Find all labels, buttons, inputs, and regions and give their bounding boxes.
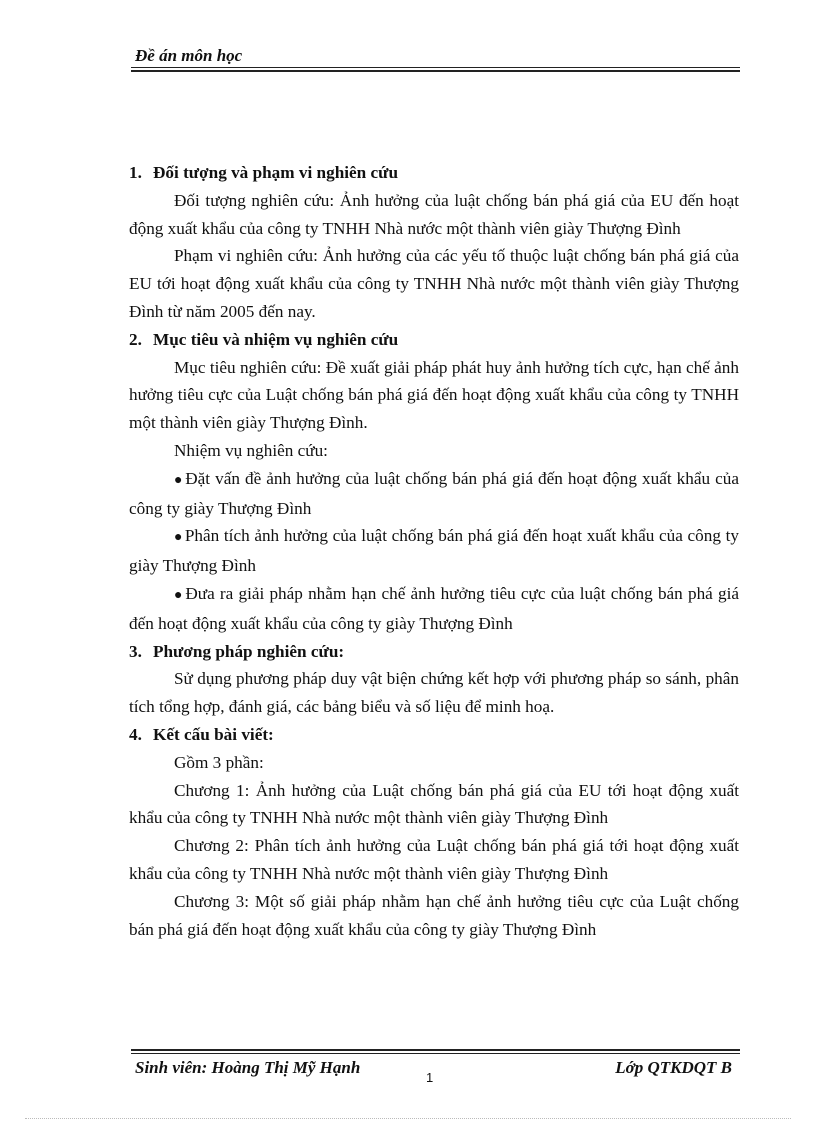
section-title: Mục tiêu và nhiệm vụ nghiên cứu — [153, 329, 399, 349]
paragraph: Chương 2: Phân tích ảnh hưởng của Luật chống bán phá giá tới hoạt động xuất khẩu của công ty TNHH Nhà nước một thành viên giày Thượng Đình — [129, 836, 739, 883]
page-edge — [25, 1118, 791, 1119]
paragraph: Nhiệm vụ nghiên cứu: — [174, 440, 328, 460]
header-divider — [131, 67, 740, 68]
paragraph: Sử dụng phương pháp duy vật biện chứng kết hợp với phương pháp so sánh, phân tích tổng hợp, đánh giá, các bảng biểu và số liệu để minh hoạ. — [129, 669, 739, 717]
section-number: 2. — [129, 329, 142, 349]
bullet-text: Đặt vấn đề ảnh hưởng của luật chống bán phá giá đến hoạt động xuất khẩu của công ty giày Thượng Đình — [129, 468, 739, 518]
section-title: Phương pháp nghiên cứu: — [153, 641, 345, 661]
section-heading — [129, 159, 739, 187]
footer-divider-thick — [131, 1049, 740, 1051]
bullet-text: Đưa ra giải pháp nhằm hạn chế ảnh hưởng tiêu cực của luật chống bán phá giá đến hoạt động xuất khẩu của công ty giày Thượng Đình — [129, 583, 739, 633]
bullet-item — [129, 580, 739, 638]
footer-class: Lớp QTKDQT B — [615, 1058, 732, 1077]
bullet-icon: ● — [174, 472, 184, 488]
section-number: 4. — [129, 724, 142, 744]
document-body — [129, 159, 739, 943]
header-divider-thick — [131, 70, 740, 72]
header-title: Đề án môn học — [135, 46, 243, 65]
section-number: 1. — [129, 163, 142, 182]
paragraph: Đối tượng nghiên cứu: Ảnh hưởng của luật chống bán phá giá của EU đến hoạt động xuất khẩu của công ty TNHH Nhà nước một thành viên giày Thượng Đình — [129, 190, 739, 238]
section-heading — [129, 721, 739, 749]
footer-student-name: Sinh viên: Hoàng Thị Mỹ Hạnh — [135, 1058, 361, 1077]
bullet-text: Phân tích ảnh hưởng của luật chống bán phá giá đến hoạt xuất khẩu của công ty giày Thượng Đình — [129, 526, 739, 576]
bullet-item — [129, 465, 739, 523]
paragraph: Phạm vi nghiên cứu: Ảnh hưởng của các yếu tố thuộc luật chống bán phá giá của EU tới hoạt động xuất khẩu của công ty TNHH Nhà nước một thành viên giày Thượng Đình từ năm 2005 đến nay. — [129, 246, 739, 321]
section-title: Đối tượng và phạm vi nghiên cứu — [153, 163, 399, 182]
paragraph: Mục tiêu nghiên cứu: Đề xuất giải pháp phát huy ảnh hưởng tích cực, hạn chế ảnh hưởng tiêu cực của Luật chống bán phá giá đến hoạt động xuất khẩu của công ty TNHH một thành viên giày Thượng Đình. — [129, 357, 739, 433]
section-heading — [129, 638, 739, 666]
bullet-icon: ● — [174, 587, 184, 603]
paragraph: Gồm 3 phần: — [174, 752, 264, 772]
paragraph: Chương 3: Một số giải pháp nhằm hạn chế ảnh hưởng tiêu cực của Luật chống bán phá giá đến hoạt động xuất khẩu của công ty giày Thượng Đình — [129, 891, 739, 939]
section-number: 3. — [129, 641, 142, 661]
paragraph: Chương 1: Ảnh hưởng của Luật chống bán phá giá của EU tới hoạt động xuất khẩu của công ty TNHH Nhà nước một thành viên giày Thượng Đình — [129, 780, 739, 828]
section-title: Kết cấu bài viết: — [153, 724, 274, 744]
footer-divider — [131, 1053, 740, 1054]
page-number: 1 — [426, 1070, 434, 1085]
section-heading — [129, 326, 739, 354]
bullet-item — [129, 522, 739, 580]
bullet-icon: ● — [174, 530, 183, 546]
